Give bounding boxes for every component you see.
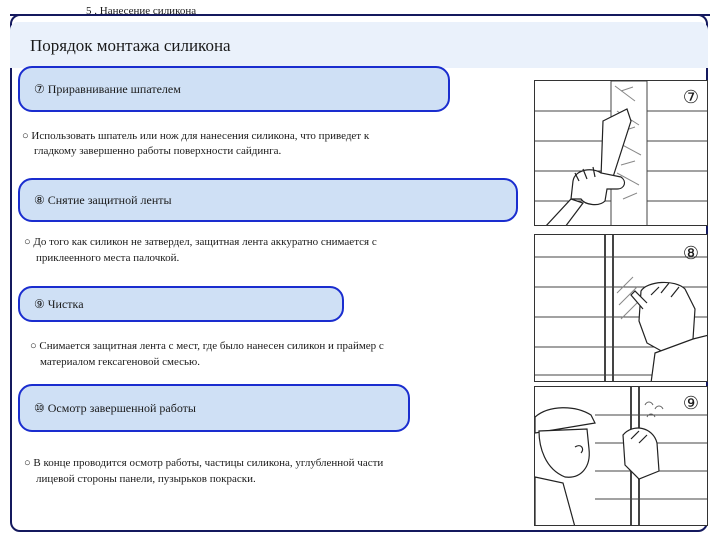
step-9-title: ⑨ Чистка bbox=[34, 296, 84, 311]
page-title: Порядок монтажа силикона bbox=[30, 36, 231, 55]
step-9-description-line-2: материалом гексагеновой смесью. bbox=[40, 356, 201, 368]
figure-number-8: ⑧ bbox=[682, 243, 699, 264]
step-7-title: ⑦ Приравнивание шпателем bbox=[34, 81, 181, 96]
illustration-step-7 bbox=[534, 80, 708, 226]
section-label: 5 . Нанесение силикона bbox=[86, 5, 197, 17]
step-10-description-line-1: ○ В конце проводится осмотр работы, частицы силикона, углубленной части bbox=[24, 457, 384, 469]
illustration-step-9 bbox=[534, 386, 708, 526]
figure-number-7: ⑦ bbox=[682, 87, 699, 108]
step-10-header bbox=[18, 384, 410, 432]
step-10-description-line-2: лицевой стороны панели, пузырьков покраски. bbox=[36, 473, 256, 485]
step-7-description-line-1: ○ Использовать шпатель или нож для нанесения силикона, что приведет к bbox=[22, 130, 370, 142]
illustration-step-8 bbox=[534, 234, 708, 382]
figure-number-9: ⑨ bbox=[682, 393, 699, 414]
step-7-description-line-2: гладкому завершенно работы поверхности сайдинга. bbox=[34, 145, 282, 157]
step-8-description-line-2: приклеенного места палочкой. bbox=[36, 252, 180, 264]
step-8-header bbox=[18, 178, 518, 222]
step-9-header bbox=[18, 286, 344, 322]
step-8-description-line-1: ○ До того как силикон не затвердел, защитная лента аккуратно снимается с bbox=[24, 236, 377, 248]
step-7-header bbox=[18, 66, 450, 112]
step-9-description-line-1: ○ Снимается защитная лента с мест, где было нанесен силикон и праймер с bbox=[30, 340, 384, 352]
step-10-title: ⑩ Осмотр завершенной работы bbox=[34, 400, 196, 415]
step-8-title: ⑧ Снятие защитной ленты bbox=[34, 192, 172, 207]
